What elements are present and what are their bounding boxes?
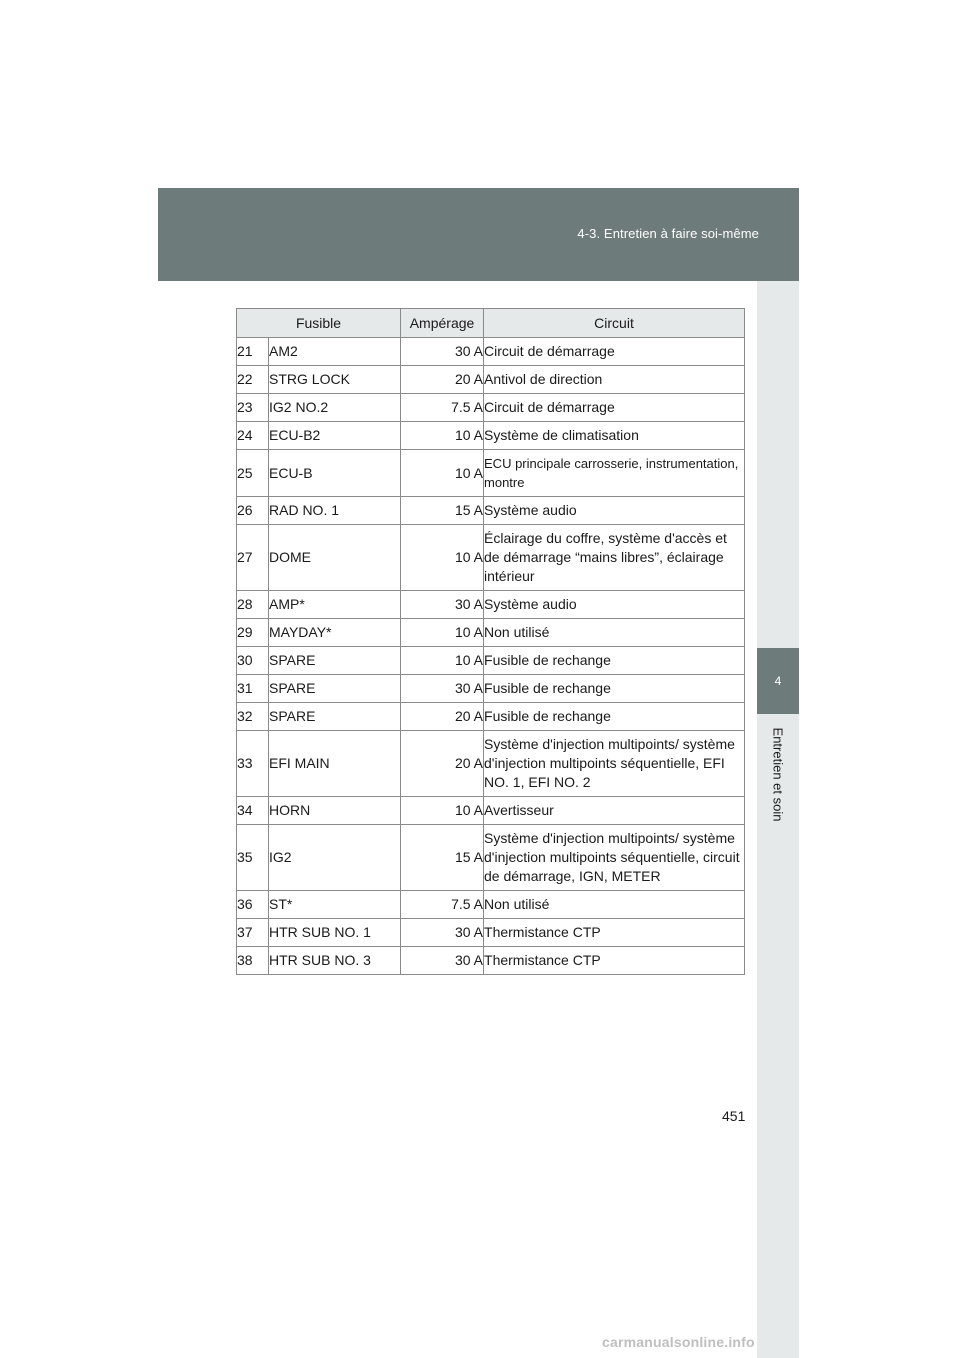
fuse-circuit: Non utilisé — [484, 619, 745, 647]
fuse-amperage: 15 A — [401, 497, 484, 525]
fuse-name: HTR SUB NO. 3 — [269, 947, 401, 975]
fuse-circuit: Antivol de direction — [484, 366, 745, 394]
table-row — [237, 647, 745, 675]
side-tab-upper — [757, 281, 799, 648]
fuse-number: 36 — [237, 891, 269, 919]
fuse-amperage: 30 A — [401, 919, 484, 947]
table-row — [237, 497, 745, 525]
table-row — [237, 591, 745, 619]
fuse-circuit: Non utilisé — [484, 891, 745, 919]
fuse-amperage: 30 A — [401, 338, 484, 366]
fuse-name: STRG LOCK — [269, 366, 401, 394]
fuse-number: 32 — [237, 703, 269, 731]
table-row — [237, 947, 745, 975]
fuse-name: SPARE — [269, 647, 401, 675]
fuse-circuit: Éclairage du coffre, système d'accès et de démarrage “mains libres”, éclairage intérieur — [484, 525, 745, 591]
fuse-amperage: 30 A — [401, 947, 484, 975]
fuse-circuit: Système d'injection multipoints/ système d'injection multipoints séquentielle, circuit de démarrage, IGN, METER — [484, 825, 745, 891]
fuse-amperage: 10 A — [401, 619, 484, 647]
table-row — [237, 450, 745, 497]
fuse-name: MAYDAY* — [269, 619, 401, 647]
fuse-number: 30 — [237, 647, 269, 675]
page-number: 451 — [722, 1108, 746, 1124]
table-row — [237, 797, 745, 825]
watermark: carmanualsonline.info — [602, 1334, 755, 1350]
fuse-name: SPARE — [269, 675, 401, 703]
fuse-circuit: Thermistance CTP — [484, 919, 745, 947]
fuse-number: 23 — [237, 394, 269, 422]
fuse-amperage: 15 A — [401, 825, 484, 891]
fuse-name: RAD NO. 1 — [269, 497, 401, 525]
fuse-table — [236, 308, 745, 975]
fuse-amperage: 20 A — [401, 703, 484, 731]
fuse-circuit: Fusible de rechange — [484, 703, 745, 731]
fuse-amperage: 10 A — [401, 797, 484, 825]
fuse-circuit: Système d'injection multipoints/ système d'injection multipoints séquentielle, EFI NO. 1, EFI NO. 2 — [484, 731, 745, 797]
column-header-fuse: Fusible — [237, 309, 401, 338]
fuse-amperage: 20 A — [401, 731, 484, 797]
fuse-amperage: 10 A — [401, 647, 484, 675]
table-row — [237, 891, 745, 919]
fuse-name: HORN — [269, 797, 401, 825]
fuse-circuit: ECU principale carrosserie, instrumentation, montre — [484, 450, 745, 497]
fuse-number: 27 — [237, 525, 269, 591]
fuse-name: HTR SUB NO. 1 — [269, 919, 401, 947]
section-header-band — [158, 188, 799, 281]
table-row — [237, 731, 745, 797]
fuse-number: 24 — [237, 422, 269, 450]
fuse-amperage: 10 A — [401, 422, 484, 450]
fuse-number: 22 — [237, 366, 269, 394]
fuse-amperage: 30 A — [401, 675, 484, 703]
fuse-circuit: Thermistance CTP — [484, 947, 745, 975]
table-row — [237, 619, 745, 647]
fuse-amperage: 10 A — [401, 525, 484, 591]
fuse-circuit: Système audio — [484, 497, 745, 525]
fuse-circuit: Système audio — [484, 591, 745, 619]
table-row — [237, 338, 745, 366]
fuse-amperage: 7.5 A — [401, 891, 484, 919]
fuse-number: 29 — [237, 619, 269, 647]
fuse-circuit: Fusible de rechange — [484, 675, 745, 703]
fuse-name: AM2 — [269, 338, 401, 366]
chapter-label-tab — [757, 714, 799, 834]
fuse-number: 33 — [237, 731, 269, 797]
fuse-name: ECU-B — [269, 450, 401, 497]
fuse-circuit: Avertisseur — [484, 797, 745, 825]
fuse-name: ST* — [269, 891, 401, 919]
fuse-number: 38 — [237, 947, 269, 975]
fuse-name: IG2 NO.2 — [269, 394, 401, 422]
fuse-amperage: 30 A — [401, 591, 484, 619]
fuse-number: 31 — [237, 675, 269, 703]
fuse-name: AMP* — [269, 591, 401, 619]
fuse-name: IG2 — [269, 825, 401, 891]
fuse-circuit: Fusible de rechange — [484, 647, 745, 675]
fuse-amperage: 20 A — [401, 366, 484, 394]
fuse-number: 26 — [237, 497, 269, 525]
fuse-name: EFI MAIN — [269, 731, 401, 797]
table-row — [237, 394, 745, 422]
chapter-label: Entretien et soin — [770, 727, 786, 821]
table-row — [237, 675, 745, 703]
fuse-name: ECU-B2 — [269, 422, 401, 450]
fuse-table-header — [237, 309, 745, 338]
section-title: 4-3. Entretien à faire soi-même — [577, 226, 759, 241]
fuse-circuit: Circuit de démarrage — [484, 394, 745, 422]
fuse-number: 37 — [237, 919, 269, 947]
fuse-circuit: Système de climatisation — [484, 422, 745, 450]
table-row — [237, 422, 745, 450]
table-row — [237, 919, 745, 947]
fuse-number: 35 — [237, 825, 269, 891]
fuse-number: 25 — [237, 450, 269, 497]
fuse-name: DOME — [269, 525, 401, 591]
table-row — [237, 366, 745, 394]
chapter-number-tab: 4 — [757, 648, 799, 714]
column-header-circuit: Circuit — [484, 309, 745, 338]
fuse-number: 21 — [237, 338, 269, 366]
fuse-number: 28 — [237, 591, 269, 619]
fuse-amperage: 10 A — [401, 450, 484, 497]
fuse-number: 34 — [237, 797, 269, 825]
column-header-amperage: Ampérage — [401, 309, 484, 338]
table-row — [237, 825, 745, 891]
table-row — [237, 525, 745, 591]
table-row — [237, 703, 745, 731]
fuse-circuit: Circuit de démarrage — [484, 338, 745, 366]
fuse-name: SPARE — [269, 703, 401, 731]
fuse-amperage: 7.5 A — [401, 394, 484, 422]
